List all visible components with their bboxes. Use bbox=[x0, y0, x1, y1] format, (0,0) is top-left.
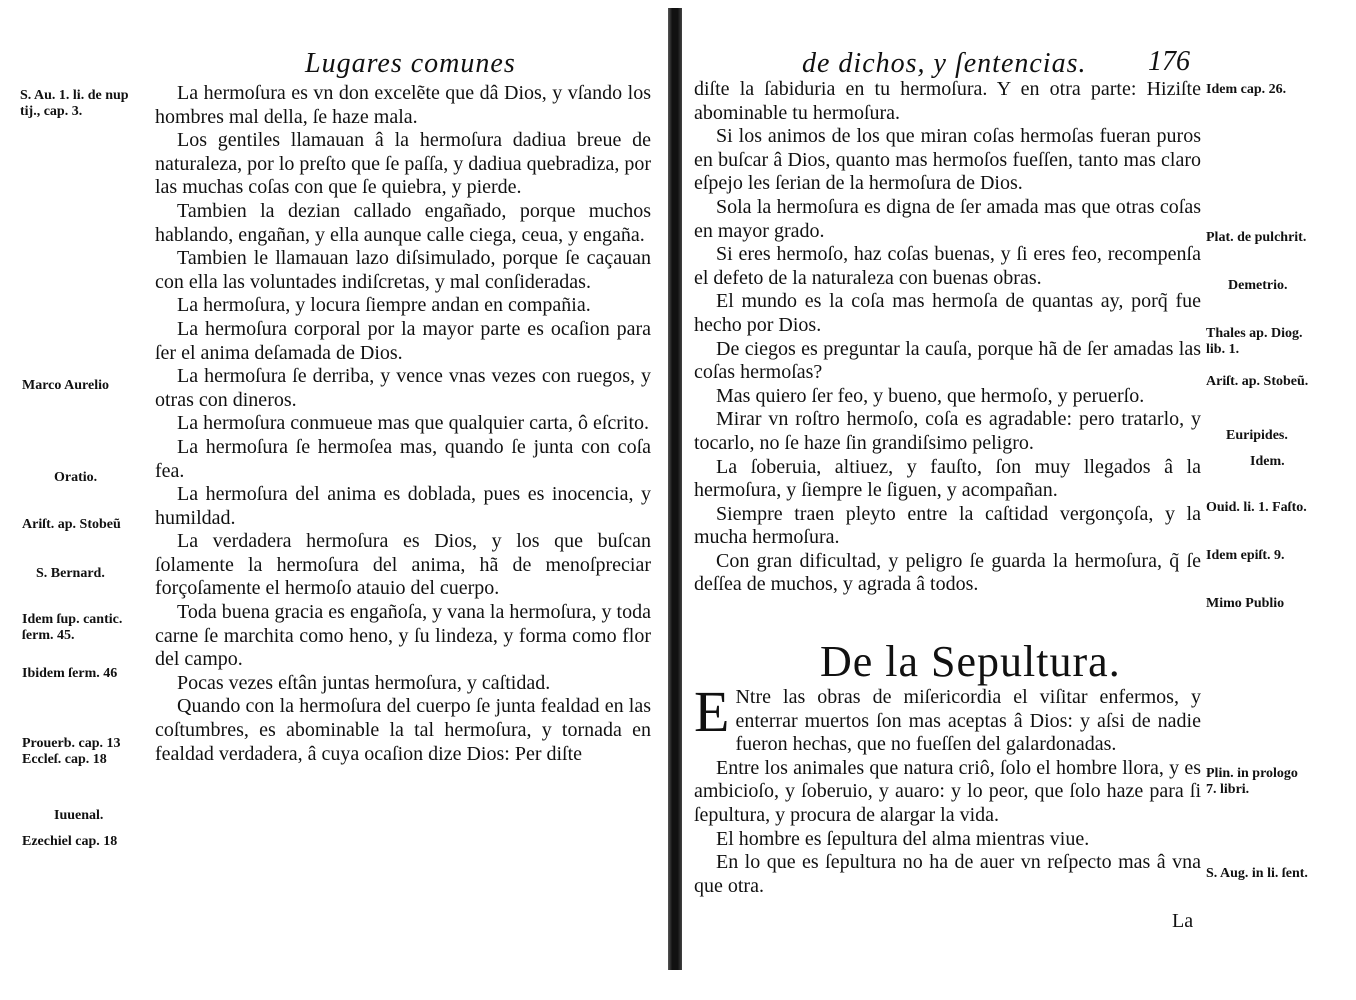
paragraph: La ſoberuia, altiuez, y fauſto, ſon muy llegados â la hermoſura, y ſiempre le ſiguen, y acompañan. bbox=[694, 455, 1201, 502]
paragraph: La hermoſura es vn don excelẽte que dâ Dios, y vſando los hombres mal della, ſe haze mala. bbox=[155, 82, 651, 128]
margin-note: Ezechiel cap. 18 bbox=[22, 834, 118, 849]
margin-note: Mimo Publio bbox=[1206, 596, 1285, 611]
paragraph: La hermoſura corporal por la mayor parte es ocaſion para ſer el anima deſamada de Dios. bbox=[155, 317, 651, 364]
running-head-left: Lugares comunes bbox=[305, 48, 516, 79]
margin-note: Euripides. bbox=[1226, 428, 1288, 443]
left-page bbox=[0, 0, 668, 1000]
margin-note: Idem ſup. cantic. ſerm. 45. bbox=[22, 612, 123, 643]
margin-note: Plin. in prologo 7. libri. bbox=[1206, 766, 1298, 797]
paragraph: El mundo es la coſa mas hermoſa de quantas ay, porq̃ fue hecho por Dios. bbox=[694, 290, 1201, 336]
paragraph: Mirar vn roſtro hermoſo, coſa es agradable: pero tratarlo, y tocarlo, no ſe haze ſin grandiſsimo peligro. bbox=[694, 408, 1201, 454]
paragraph: La hermoſura ſe hermoſea mas, quando ſe junta con coſa fea. bbox=[155, 435, 651, 482]
paragraph: Sola la hermoſura es digna de ſer amada mas que otras coſas en mayor grado. bbox=[694, 195, 1201, 242]
section-body-text bbox=[694, 679, 1201, 898]
paragraph: Entre los animales que natura criô, ſolo el hombre llora, y es ambicioſo, y ſoberuio, y auaro: y lo peor, que ſolo haze para ſi ſepultura, y procura de alargar la vida. bbox=[694, 756, 1201, 826]
left-body-text bbox=[155, 82, 651, 766]
paragraph: Siempre traen pleyto entre la caſtidad vergonçoſa, y la mucha hermoſura. bbox=[694, 502, 1201, 549]
margin-note: Ariſt. ap. Stobeũ. bbox=[1206, 374, 1309, 389]
page-number: 176 bbox=[1148, 46, 1190, 77]
paragraph: La hermoſura del anima es doblada, pues es inocencia, y humildad. bbox=[155, 483, 651, 529]
paragraph: Toda buena gracia es engañoſa, y vana la hermoſura, y toda carne ſe marchita como heno, y ſu lindeza, y forma como flor del campo. bbox=[155, 601, 651, 671]
margin-note: Ibidem ſerm. 46 bbox=[22, 666, 118, 681]
margin-note: Idem. bbox=[1250, 454, 1285, 469]
margin-note: Marco Aurelio bbox=[22, 378, 109, 393]
paragraph: En lo que es ſepultura no ha de auer vn reſpecto mas â vna que otra. bbox=[694, 851, 1201, 897]
right-page bbox=[684, 0, 1356, 1000]
paragraph: La hermoſura ſe derriba, y vence vnas vezes con ruegos, y otras con dineros. bbox=[155, 365, 651, 411]
paragraph-text: Ntre las obras de miſericordia el viſitar enfermos, y enterrar muertos ſon mas aceptas â Dios: y aſsi de nadie fueron hechas, que no fueſſen del galardonadas. bbox=[735, 686, 1201, 756]
book-gutter bbox=[668, 8, 682, 970]
catchword: La bbox=[1172, 910, 1194, 932]
margin-note: Demetrio. bbox=[1228, 278, 1288, 293]
paragraph: La hermoſura conmueue mas que qualquier carta, ô eſcrito. bbox=[177, 412, 650, 435]
paragraph: Con gran dificultad, y peligro ſe guarda la hermoſura, q̃ ſe deſſea de muchos, y agrada â todos. bbox=[694, 549, 1201, 596]
margin-note: Iuuenal. bbox=[54, 808, 104, 823]
margin-note: S. Aug. in li. ſent. bbox=[1206, 866, 1308, 881]
paragraph: Tambien la dezian callado engañado, porque muchos hablando, engañan, y ella aunque calle ciega, ceua, y engaña. bbox=[155, 199, 651, 246]
section-heading: De la Sepultura. bbox=[820, 637, 1121, 686]
paragraph: De ciegos es preguntar la cauſa, porque hã de ſer amadas las coſas hermoſas? bbox=[694, 337, 1201, 384]
right-body-text bbox=[694, 78, 1201, 597]
margin-note: Plat. de pulchrit. bbox=[1206, 230, 1307, 245]
paragraph: Si eres hermoſo, haz coſas buenas, y ſi eres feo, recompenſa el defeto de la naturaleza con buenas obras. bbox=[694, 243, 1201, 289]
margin-note: Idem epiſt. 9. bbox=[1206, 548, 1285, 563]
paragraph: Los gentiles llamauan â la hermoſura dadiua breue de naturaleza, por lo preſto que ſe paſſa, y dadiua quebradiza, por las muchas coſas con que ſe quiebra, y pierde. bbox=[155, 129, 651, 199]
paragraph: Pocas vezes eſtân juntas hermoſura, y caſtidad. bbox=[177, 671, 551, 694]
margin-note: Ariſt. ap. Stobeũ bbox=[22, 517, 121, 532]
paragraph: El hombre es ſepultura del alma mientras viue. bbox=[716, 827, 1090, 850]
paragraph bbox=[694, 679, 1201, 757]
paragraph: Mas quiero ſer feo, y bueno, que hermoſo, y peruerſo. bbox=[716, 384, 1145, 407]
drop-cap: E bbox=[694, 679, 730, 744]
paragraph: Tambien le llamauan lazo diſsimulado, porque ſe caçauan con ella las voluntades indiſcretas, y mal conſideradas. bbox=[155, 247, 651, 293]
running-head-right: de dichos, y ſentencias. bbox=[802, 48, 1087, 79]
paragraph: La verdadera hermoſura es Dios, y los que buſcan ſolamente la hermoſura del anima, hã de menoſpreciar forçoſamente el hermoſo atauio del cuerpo. bbox=[155, 530, 651, 600]
margin-note: Prouerb. cap. 13 Eccleſ. cap. 18 bbox=[22, 736, 121, 767]
margin-note: S. Bernard. bbox=[36, 566, 105, 581]
paragraph: Quando con la hermoſura del cuerpo ſe junta fealdad en las coſtumbres, es abominable la tal hermoſura, y tornada en fealdad verdadera, â cuya ocaſion dize Dios: Per diſte bbox=[155, 695, 651, 765]
paragraph: diſte la ſabiduria en tu hermoſura. Y en otra parte: Hiziſte abominable tu hermoſura. bbox=[694, 78, 1201, 124]
paragraph: La hermoſura, y locura ſiempre andan en compañia. bbox=[177, 294, 591, 317]
margin-note: Idem cap. 26. bbox=[1206, 82, 1287, 97]
margin-note: Oratio. bbox=[54, 470, 98, 485]
paragraph: Si los animos de los que miran coſas hermoſas fueran puros en buſcar â Dios, quanto mas hermoſos fueſſen, tanto mas claro eſpejo les ſerian de la hermoſura de Dios. bbox=[694, 125, 1201, 195]
margin-note: Ouid. li. 1. Faſto. bbox=[1206, 500, 1307, 515]
margin-note: S. Au. 1. li. de nup tij., cap. 3. bbox=[20, 88, 129, 119]
margin-note: Thales ap. Diog. lib. 1. bbox=[1206, 326, 1303, 357]
